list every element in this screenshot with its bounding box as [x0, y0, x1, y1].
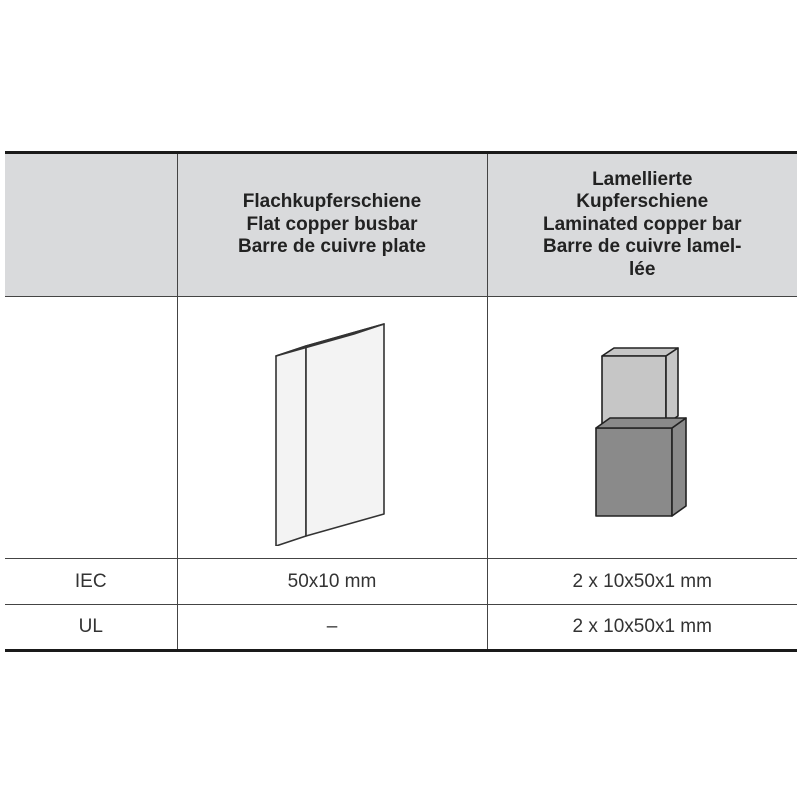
flat-copper-busbar-icon — [272, 310, 392, 546]
table-header-row — [5, 153, 797, 297]
flat-busbar-side-face — [306, 324, 384, 536]
comparison-table-container — [5, 151, 797, 652]
laminated-bar-lower-lamella — [596, 428, 672, 516]
row-label-ul: UL — [5, 605, 177, 651]
table-row-iec — [5, 559, 797, 605]
header-laminated-de-1: Lamellierte — [592, 168, 693, 190]
row-label-iec: IEC — [5, 559, 177, 605]
flat-busbar-image-cell — [177, 297, 487, 559]
ul-laminated-value: 2 x 10x50x1 mm — [487, 605, 797, 651]
header-laminated-de-2: Kupferschiene — [576, 191, 709, 213]
busbar-comparison-table — [5, 151, 797, 652]
ul-flat-value: – — [177, 605, 487, 651]
laminated-bar-upper-lamella — [602, 356, 666, 424]
header-corner-cell — [5, 153, 177, 297]
header-flat-de: Flachkupferschiene — [242, 191, 422, 213]
laminated-bar-lower-side — [672, 418, 686, 516]
header-flat-busbar — [177, 153, 487, 297]
iec-flat-value: 50x10 mm — [177, 559, 487, 605]
header-laminated-fr-1: Barre de cuivre lamel- — [542, 236, 742, 258]
iec-laminated-value: 2 x 10x50x1 mm — [487, 559, 797, 605]
laminated-bar-upper-side — [666, 348, 678, 424]
laminated-bar-image-cell — [487, 297, 797, 559]
header-flat-fr: Barre de cuivre plate — [238, 236, 426, 258]
image-row-label-cell — [5, 297, 177, 559]
flat-busbar-front-face — [276, 346, 306, 546]
table-row-ul — [5, 605, 797, 651]
laminated-copper-bar-icon — [592, 338, 692, 518]
laminated-bar-lower-top — [596, 418, 686, 428]
header-laminated-en: Laminated copper bar — [543, 213, 742, 235]
image-row — [5, 297, 797, 559]
header-laminated-bar — [487, 153, 797, 297]
header-flat-en: Flat copper busbar — [246, 213, 418, 235]
header-laminated-fr-2: lée — [629, 258, 656, 280]
